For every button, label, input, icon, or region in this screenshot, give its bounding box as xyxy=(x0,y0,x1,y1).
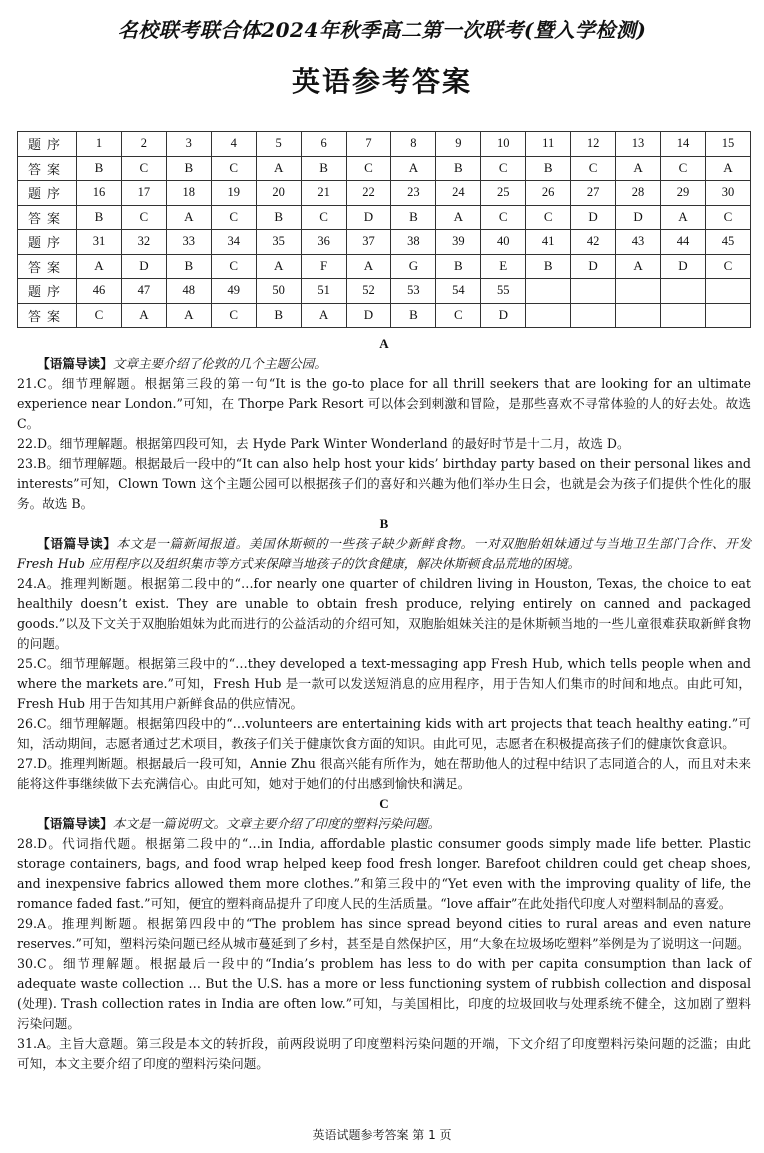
answer-cell: D xyxy=(121,254,166,279)
answer-cell: B xyxy=(391,205,436,230)
answer-cell: B xyxy=(436,254,481,279)
question-number-cell: 5 xyxy=(256,132,301,157)
answer-row-label: 答案 xyxy=(18,303,77,328)
answer-cell: F xyxy=(301,254,346,279)
answer-explanation: 31.A。主旨大意题。第三段是本文的转折段，前两段说明了印度塑料污染问题的开端，下文介绍了印度塑料污染问题的泛滥；由此可知，本文主要介绍了印度的塑料污染问题。 xyxy=(17,1036,751,1071)
answer-cell: C xyxy=(121,205,166,230)
answer-cell: C xyxy=(211,303,256,328)
answer-cell: C xyxy=(211,254,256,279)
passage-intro xyxy=(17,814,751,834)
question-number-cell: 32 xyxy=(121,230,166,255)
answer-cell: C xyxy=(660,156,705,181)
question-number-cell: 1 xyxy=(77,132,122,157)
answer-cell: A xyxy=(256,254,301,279)
answer-cell: G xyxy=(391,254,436,279)
number-row-label: 题序 xyxy=(18,230,77,255)
question-number-cell: 22 xyxy=(346,181,391,206)
question-number-cell: 2 xyxy=(121,132,166,157)
answer-cell: A xyxy=(436,205,481,230)
answer-cell: A xyxy=(256,156,301,181)
question-number-cell: 41 xyxy=(526,230,571,255)
answer-cell xyxy=(526,303,571,328)
passage-intro xyxy=(17,354,751,374)
question-number-cell: 49 xyxy=(211,279,256,304)
answer-cell: C xyxy=(705,205,750,230)
answer-row xyxy=(18,205,751,230)
answer-cell: C xyxy=(211,205,256,230)
answer-cell: C xyxy=(481,205,526,230)
question-number-cell: 7 xyxy=(346,132,391,157)
answer-cell: A xyxy=(616,156,661,181)
answer-explanation: 29.A。推理判断题。根据第四段中的“The problem has since spread beyond cities to rural areas and even nature reserves.”可知，塑料污染问题已经从城市蔓延到了乡村，甚至是自然保护区，用“大象在垃圾场吃塑料”举例是为了说明这一问题。 xyxy=(17,916,751,951)
question-number-cell: 34 xyxy=(211,230,256,255)
answer-cell xyxy=(660,303,705,328)
answer-cell: D xyxy=(616,205,661,230)
question-number-cell: 43 xyxy=(616,230,661,255)
answer-cell: D xyxy=(346,205,391,230)
question-number-cell: 48 xyxy=(166,279,211,304)
question-number-cell: 24 xyxy=(436,181,481,206)
question-number-cell: 12 xyxy=(571,132,616,157)
intro-text: 本文是一篇说明文。文章主要介绍了印度的塑料污染问题。 xyxy=(112,816,441,831)
question-number-cell: 27 xyxy=(571,181,616,206)
answer-cell: B xyxy=(256,303,301,328)
question-number-cell: 8 xyxy=(391,132,436,157)
question-number-cell: 39 xyxy=(436,230,481,255)
answer-cell: C xyxy=(301,205,346,230)
intro-text: 文章主要介绍了伦敦的几个主题公园。 xyxy=(112,356,327,371)
answer-cell: A xyxy=(166,205,211,230)
question-number-cell: 16 xyxy=(77,181,122,206)
question-number-cell: 19 xyxy=(211,181,256,206)
answer-cell: A xyxy=(705,156,750,181)
question-number-cell: 21 xyxy=(301,181,346,206)
answer-cell: B xyxy=(166,156,211,181)
question-number-cell: 51 xyxy=(301,279,346,304)
answer-cell: A xyxy=(121,303,166,328)
question-number-cell xyxy=(660,279,705,304)
answer-explanation: 28.D。代词指代题。根据第二段中的“…in India, affordable plastic consumer goods simply made life better. Plastic storage containers, bags, and food wrap helped keep food fresh longer. Barefoot children could get cheap shoes, and inexpensive fabrics allowed them more clothes.”和第三段中的“Yet even with the improving quality of life, the romance faded fast.”可知，便宜的塑料商品提升了印度人民的生活质量。“love affair”在此处指代印度人对塑料制品的喜爱。 xyxy=(17,836,751,911)
answer-explanation: 30.C。细节理解题。根据最后一段中的“India’s problem has less to do with per capita consumption than lack of adequate waste collection … But the U.S. has a more or less functioning system of rubbish collection and disposal (处理). Trash collection rates in India are often low.”可知，与美国相比，印度的垃圾回收与处理系统不健全，这加剧了塑料污染问题。 xyxy=(17,956,751,1031)
question-number-cell: 42 xyxy=(571,230,616,255)
answer-cell: C xyxy=(705,254,750,279)
exam-header: 名校联考联合体2024年秋季高二第一次联考(暨入学检测) xyxy=(117,18,647,42)
question-number-cell: 3 xyxy=(166,132,211,157)
number-row-label: 题序 xyxy=(18,181,77,206)
question-number-cell: 17 xyxy=(121,181,166,206)
question-number-cell: 53 xyxy=(391,279,436,304)
answer-cell: C xyxy=(121,156,166,181)
question-number-cell: 31 xyxy=(77,230,122,255)
answer-cell: B xyxy=(301,156,346,181)
intro-tag: 【语篇导读】 xyxy=(37,816,113,831)
answer-cell: C xyxy=(571,156,616,181)
answer-explanation: 21.C。细节理解题。根据第三段的第一句“It is the go-to place for all thrill seekers that are looking for an ultimate experience near London.”可知，在 Thorpe Park Resort 可以体会到刺激和冒险，是那些喜欢不寻常体验的人的好去处。故选 C。 xyxy=(17,376,751,431)
answer-cell: C xyxy=(436,303,481,328)
answer-cell: C xyxy=(77,303,122,328)
question-number-cell: 37 xyxy=(346,230,391,255)
answer-cell: D xyxy=(660,254,705,279)
answer-explanation: 22.D。细节理解题。根据第四段可知，去 Hyde Park Winter Wonderland 的最好时节是十二月，故选 D。 xyxy=(17,436,630,451)
answer-explanation: 23.B。细节理解题。根据最后一段中的“It can also help host your kids’ birthday party based on their personal likes and interests”可知，Clown Town 这个主题公园可以根据孩子们的喜好和兴趣为他们举办生日会，也就是会为孩子们提供个性化的服务。故选 B。 xyxy=(17,456,751,511)
question-number-cell: 54 xyxy=(436,279,481,304)
question-number-cell: 4 xyxy=(211,132,256,157)
answer-cell: B xyxy=(526,254,571,279)
question-number-cell: 20 xyxy=(256,181,301,206)
question-number-cell xyxy=(616,279,661,304)
answer-cell: B xyxy=(256,205,301,230)
number-row xyxy=(18,181,751,206)
question-number-cell: 13 xyxy=(616,132,661,157)
question-number-cell: 38 xyxy=(391,230,436,255)
answer-cell: D xyxy=(481,303,526,328)
question-number-cell: 29 xyxy=(660,181,705,206)
answer-cell: A xyxy=(77,254,122,279)
answer-row xyxy=(18,156,751,181)
answer-cell: B xyxy=(166,254,211,279)
question-number-cell: 6 xyxy=(301,132,346,157)
question-number-cell: 11 xyxy=(526,132,571,157)
question-number-cell: 45 xyxy=(705,230,750,255)
question-number-cell: 33 xyxy=(166,230,211,255)
answer-explanation: 24.A。推理判断题。根据第二段中的“…for nearly one quarter of children living in Houston, Texas, the choice to eat healthily doesn’t exist. They are unable to obtain fresh produce, relying entirely on canned and packaged goods.”以及下文关于双胞胎姐妹为此而进行的公益活动的介绍可知，双胞胎姐妹关注的是休斯顿当地的一些儿童很难获取新鲜食物的问题。 xyxy=(17,576,751,651)
answer-cell: B xyxy=(77,156,122,181)
question-number-cell: 14 xyxy=(660,132,705,157)
question-number-cell: 46 xyxy=(77,279,122,304)
answer-cell: B xyxy=(77,205,122,230)
number-row xyxy=(18,279,751,304)
answer-explanation: 27.D。推理判断题。根据最后一段可知，Annie Zhu 很高兴能有所作为，她在帮助他人的过程中结识了志同道合的人，而且对未来能将这件事继续做下去充满信心。由此可知，她对于她们的付出感到愉快和满足。 xyxy=(17,756,751,791)
number-row xyxy=(18,132,751,157)
section-letter: C xyxy=(379,796,389,811)
question-number-cell: 36 xyxy=(301,230,346,255)
question-number-cell xyxy=(571,279,616,304)
answer-cell: C xyxy=(211,156,256,181)
section-letter: B xyxy=(379,516,389,531)
question-number-cell: 55 xyxy=(481,279,526,304)
intro-tag: 【语篇导读】 xyxy=(37,536,117,551)
answer-cell: A xyxy=(660,205,705,230)
doc-title: 英语参考答案 xyxy=(291,65,472,98)
answer-cell: A xyxy=(166,303,211,328)
explanations xyxy=(17,334,751,1074)
number-row-label: 题序 xyxy=(18,279,77,304)
answer-explanation: 26.C。细节理解题。根据第四段中的“…volunteers are entertaining kids with art projects that teach healthy eating.”可知，活动期间，志愿者通过艺术项目，教孩子们关于健康饮食方面的知识。由此可见，志愿者在积极提高孩子们的健康饮食意识。 xyxy=(17,716,751,751)
answer-explanation: 25.C。细节理解题。根据第三段中的“…they developed a text-messaging app Fresh Hub, which tells people when and where the markets are.”可知，Fresh Hub 是一款可以发送短消息的应用程序，用于告知人们集市的时间和地点。由此可知，Fresh Hub 用于告知其用户新鲜食品的供应情况。 xyxy=(17,656,751,711)
answer-cell: C xyxy=(481,156,526,181)
question-number-cell: 26 xyxy=(526,181,571,206)
question-number-cell: 40 xyxy=(481,230,526,255)
page-footer: 英语试题参考答案 第 1 页 xyxy=(312,1128,452,1142)
question-number-cell: 52 xyxy=(346,279,391,304)
answer-row-label: 答案 xyxy=(18,254,77,279)
answer-cell: C xyxy=(346,156,391,181)
question-number-cell: 35 xyxy=(256,230,301,255)
answer-cell xyxy=(616,303,661,328)
answer-cell: A xyxy=(301,303,346,328)
section-letter: A xyxy=(379,336,389,351)
question-number-cell xyxy=(705,279,750,304)
intro-tag: 【语篇导读】 xyxy=(37,356,113,371)
answer-cell: A xyxy=(391,156,436,181)
answer-row xyxy=(18,303,751,328)
answer-cell: B xyxy=(436,156,481,181)
answer-cell: D xyxy=(346,303,391,328)
question-number-cell: 28 xyxy=(616,181,661,206)
question-number-cell: 9 xyxy=(436,132,481,157)
answer-cell: B xyxy=(526,156,571,181)
number-row xyxy=(18,230,751,255)
question-number-cell xyxy=(526,279,571,304)
question-number-cell: 44 xyxy=(660,230,705,255)
question-number-cell: 23 xyxy=(391,181,436,206)
answer-cell: A xyxy=(346,254,391,279)
answer-table xyxy=(17,131,751,328)
answer-cell: B xyxy=(391,303,436,328)
answer-cell: C xyxy=(526,205,571,230)
intro-text: 本文是一篇新闻报道。美国休斯顿的一些孩子缺少新鲜食物。一对双胞胎姐妹通过与当地卫生部门合作、开发 Fresh Hub 应用程序以及组织集市等方式来保障当地孩子的饮食健康，解决休斯顿食品荒地的困境。 xyxy=(17,536,752,571)
question-number-cell: 30 xyxy=(705,181,750,206)
question-number-cell: 50 xyxy=(256,279,301,304)
number-row-label: 题序 xyxy=(18,132,77,157)
answer-cell: D xyxy=(571,205,616,230)
answer-cell xyxy=(571,303,616,328)
passage-intro xyxy=(17,534,751,574)
answer-cell: D xyxy=(571,254,616,279)
answer-row-label: 答案 xyxy=(18,156,77,181)
answer-cell xyxy=(705,303,750,328)
answer-row-label: 答案 xyxy=(18,205,77,230)
answer-cell: E xyxy=(481,254,526,279)
question-number-cell: 10 xyxy=(481,132,526,157)
answer-cell: A xyxy=(616,254,661,279)
question-number-cell: 25 xyxy=(481,181,526,206)
question-number-cell: 18 xyxy=(166,181,211,206)
question-number-cell: 15 xyxy=(705,132,750,157)
question-number-cell: 47 xyxy=(121,279,166,304)
answer-row xyxy=(18,254,751,279)
